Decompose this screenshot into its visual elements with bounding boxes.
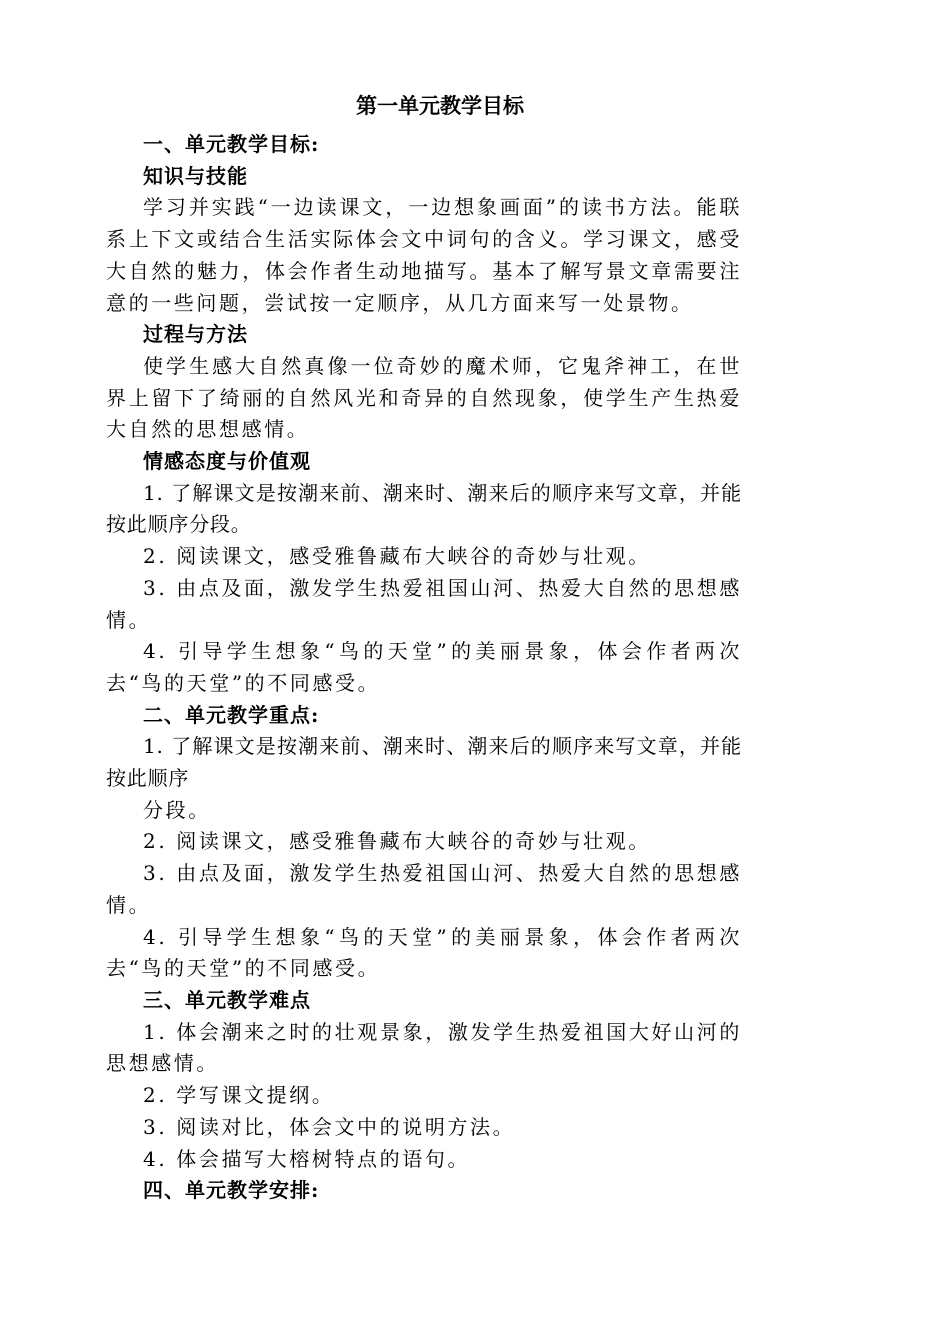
list-item: 2. 阅读课文，感受雅鲁藏布大峡谷的奇妙与壮观。 <box>143 829 651 854</box>
list-item: 2. 学写课文提纲。 <box>143 1083 335 1108</box>
section-heading-key-points: 二、单元教学重点: <box>143 702 320 727</box>
list-item: 3. 由点及面，激发学生热爱祖国山河、热爱大自然的思想感情。 <box>106 861 742 917</box>
paragraph-knowledge-skills: 学习并实践“一边读课文，一边想象画面”的读书方法。能联系上下文或结合生活实际体会文中词句的含义。学习课文，感受大自然的魅力，体会作者生动地描写。基本了解写景文章需要注意的一些问题，尝试按一定顺序，从几方面来写一处景物。 <box>106 195 742 315</box>
list-item: 2. 阅读课文，感受雅鲁藏布大峡谷的奇妙与壮观。 <box>143 544 651 569</box>
paragraph-process-method: 使学生感大自然真像一位奇妙的魔术师，它鬼斧神工，在世界上留下了绮丽的自然风光和奇异的自然现象，使学生产生热爱大自然的思想感情。 <box>106 353 742 442</box>
subheading-emotion-values: 情感态度与价值观 <box>143 449 311 474</box>
list-item: 4. 引导学生想象“鸟的天堂”的美丽景象，体会作者两次去“鸟的天堂”的不同感受。 <box>106 639 742 695</box>
list-item: 4. 引导学生想象“鸟的天堂”的美丽景象，体会作者两次去“鸟的天堂”的不同感受。 <box>106 924 742 981</box>
list-item: 1. 了解课文是按潮来前、潮来时、潮来后的顺序来写文章，并能按此顺序分段。 <box>106 480 742 537</box>
list-item: 1. 了解课文是按潮来前、潮来时、潮来后的顺序来写文章，并能按此顺序 <box>106 734 742 791</box>
subheading-knowledge-skills: 知识与技能 <box>143 163 248 188</box>
list-item: 1. 体会潮来之时的壮观景象，激发学生热爱祖国大好山河的思想感情。 <box>106 1019 742 1076</box>
document-body <box>106 129 742 1207</box>
section-heading-difficulties: 三、单元教学难点 <box>143 987 311 1012</box>
list-item-continuation: 分段。 <box>143 797 211 822</box>
subheading-process-method: 过程与方法 <box>143 322 248 347</box>
list-item: 4. 体会描写大榕树特点的语句。 <box>143 1146 471 1171</box>
list-item: 3. 由点及面，激发学生热爱祖国山河、热爱大自然的思想感情。 <box>106 575 742 632</box>
list-item: 3. 阅读对比，体会文中的说明方法。 <box>143 1114 516 1139</box>
page-title: 第一单元教学目标 <box>356 93 524 118</box>
section-heading-objectives: 一、单元教学目标: <box>143 132 320 156</box>
section-heading-arrangement: 四、单元教学安排: <box>143 1178 320 1203</box>
